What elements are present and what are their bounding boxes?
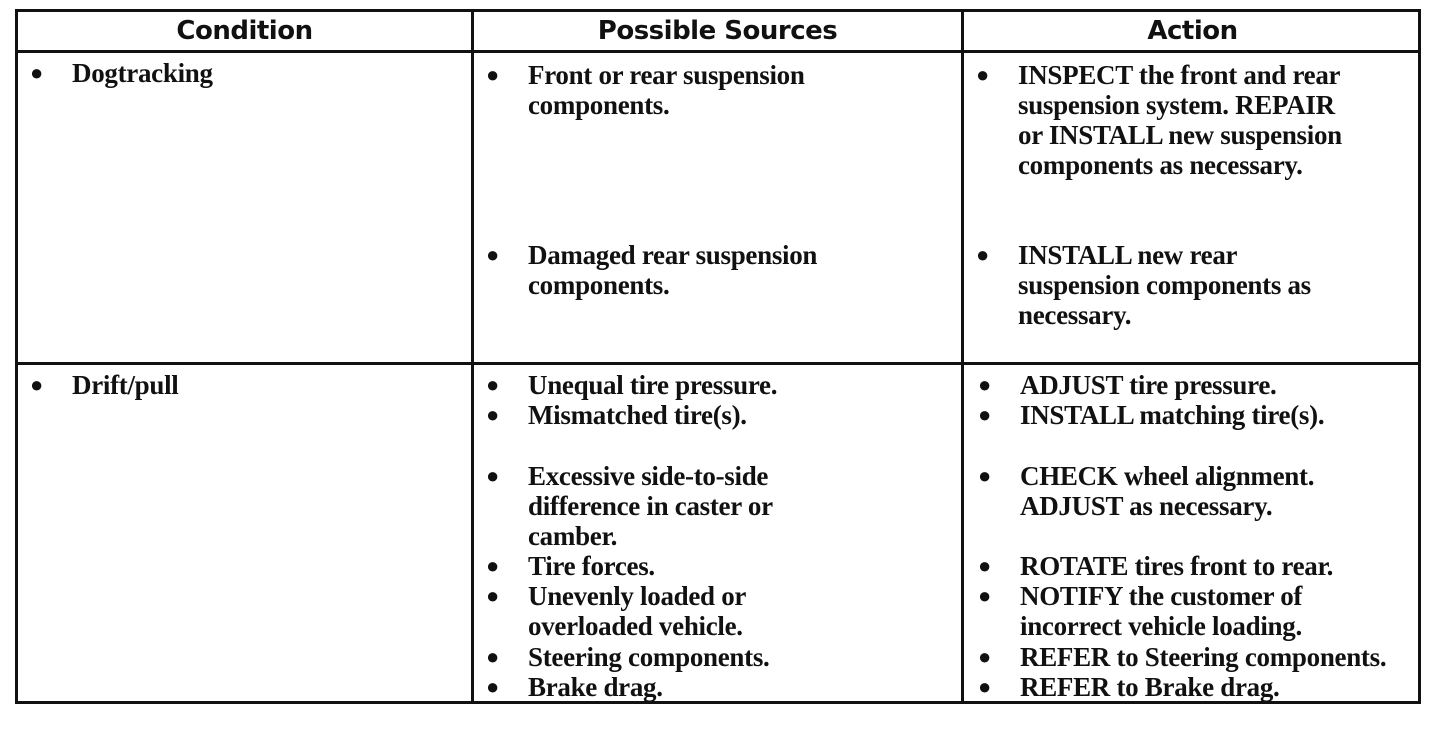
bullet-icon: ● (976, 62, 989, 87)
source-item (486, 461, 773, 551)
header-condition: Condition (176, 16, 313, 46)
action-line: or INSTALL new suspension (1018, 120, 1342, 150)
header-action: Action (1147, 16, 1238, 46)
bullet-icon: ● (978, 583, 991, 608)
action-line: ROTATE tires front to rear. (1020, 551, 1334, 581)
action-item (978, 400, 1325, 430)
condition-text: Dogtracking (72, 58, 213, 88)
source-item (486, 60, 805, 120)
action-item (976, 60, 1342, 180)
bullet-icon: ● (978, 553, 991, 578)
action-item (976, 240, 1311, 330)
header-divider (15, 50, 1421, 53)
source-line: Front or rear suspension (528, 60, 805, 90)
bullet-icon: ● (978, 463, 991, 488)
action-item (978, 551, 1334, 581)
condition-cell (30, 58, 213, 88)
bullet-icon: ● (486, 402, 499, 427)
action-line: suspension system. REPAIR (1018, 90, 1335, 120)
action-line: REFER to Brake drag. (1020, 672, 1280, 702)
source-line: Tire forces. (528, 551, 655, 581)
action-line: CHECK wheel alignment. (1020, 461, 1315, 491)
action-item (978, 581, 1303, 641)
condition-text: Drift/pull (72, 370, 179, 400)
source-item (486, 672, 663, 702)
bullet-icon: ● (978, 674, 991, 699)
row-divider (15, 362, 1421, 365)
action-line: NOTIFY the customer of (1020, 581, 1303, 611)
action-line: REFER to Steering components. (1020, 642, 1387, 672)
header-possible-sources: Possible Sources (597, 16, 838, 46)
action-line: INSTALL new rear (1018, 240, 1238, 270)
action-line: components as necessary. (1018, 150, 1303, 180)
source-item (486, 370, 778, 400)
source-line: Excessive side-to-side (528, 461, 769, 491)
bullet-icon: ● (486, 553, 499, 578)
source-line: Mismatched tire(s). (528, 400, 747, 430)
bullet-icon: ● (486, 62, 499, 87)
bullet-icon: ● (486, 463, 499, 488)
bullet-icon: ● (486, 583, 499, 608)
action-item (978, 642, 1387, 672)
source-line: Unevenly loaded or (528, 581, 747, 611)
bullet-icon: ● (486, 372, 499, 397)
source-line: Brake drag. (528, 672, 663, 702)
source-line: Damaged rear suspension (528, 240, 818, 270)
source-line: camber. (528, 521, 618, 551)
action-line: ADJUST tire pressure. (1020, 370, 1277, 400)
source-item (486, 551, 655, 581)
bullet-icon: ● (30, 60, 43, 85)
bullet-icon: ● (486, 674, 499, 699)
source-line: components. (528, 270, 670, 300)
action-item (978, 461, 1315, 521)
source-item (486, 400, 747, 430)
source-line: components. (528, 90, 670, 120)
action-item (978, 370, 1277, 400)
column-divider (471, 9, 474, 704)
bullet-icon: ● (976, 242, 989, 267)
bullet-icon: ● (486, 242, 499, 267)
condition-cell (30, 370, 179, 400)
action-item (978, 672, 1280, 702)
bullet-icon: ● (978, 402, 991, 427)
bullet-icon: ● (978, 372, 991, 397)
action-line: suspension components as (1018, 270, 1311, 300)
action-line: ADJUST as necessary. (1020, 491, 1273, 521)
source-line: difference in caster or (528, 491, 773, 521)
source-line: Steering components. (528, 642, 770, 672)
bullet-icon: ● (978, 644, 991, 669)
source-item (486, 642, 770, 672)
source-item (486, 581, 747, 641)
action-line: INSPECT the front and rear (1018, 60, 1341, 90)
action-line: incorrect vehicle loading. (1020, 611, 1302, 641)
bullet-icon: ● (30, 372, 43, 397)
column-divider (961, 9, 964, 704)
action-line: necessary. (1018, 300, 1132, 330)
source-item (486, 240, 818, 300)
bullet-icon: ● (486, 644, 499, 669)
source-line: overloaded vehicle. (528, 611, 743, 641)
action-line: INSTALL matching tire(s). (1020, 400, 1325, 430)
source-line: Unequal tire pressure. (528, 370, 778, 400)
